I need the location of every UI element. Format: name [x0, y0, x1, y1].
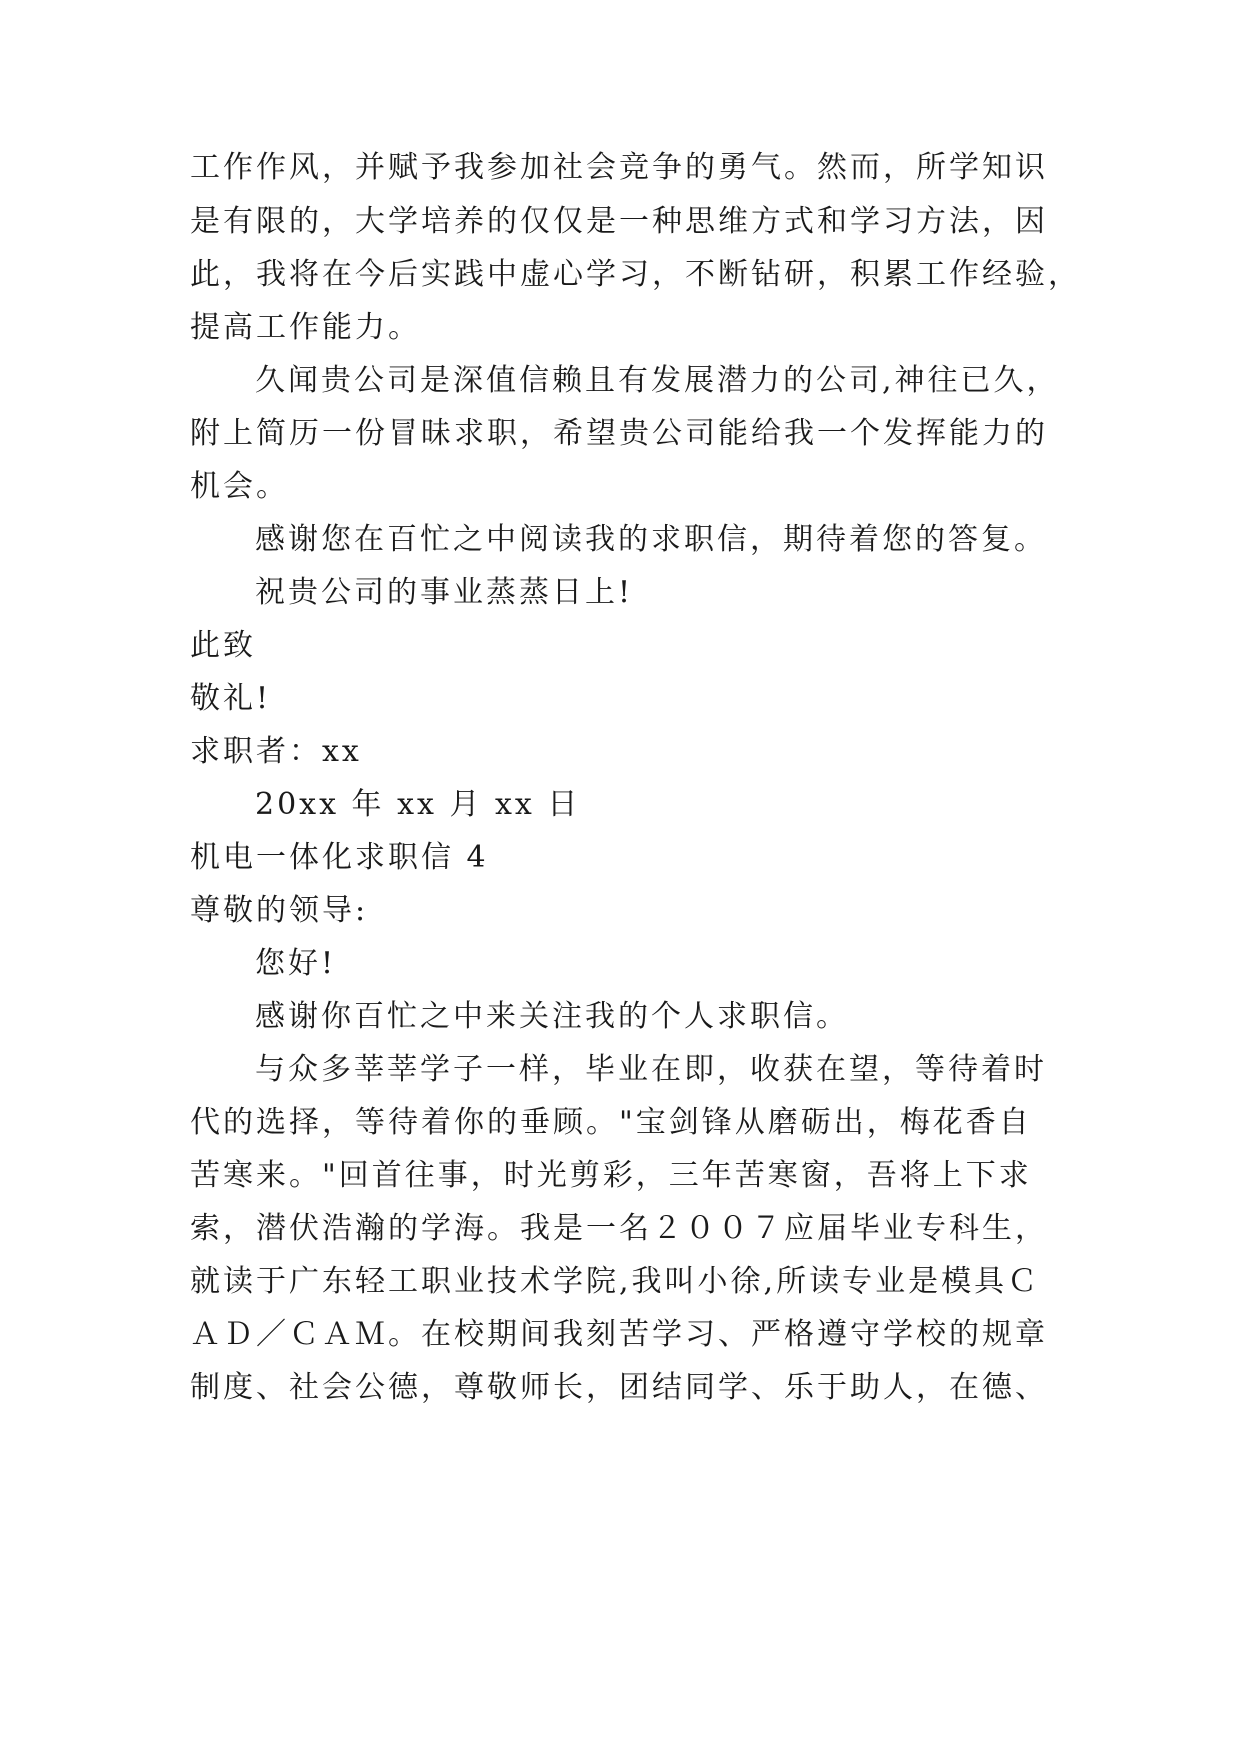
text-line: 感谢你百忙之中来关注我的个人求职信。	[255, 999, 849, 1034]
text-line: 是有限的，大学培养的仅仅是一种思维方式和学习方法，因	[190, 204, 1048, 239]
text-line: 代的选择，等待着你的垂顾。"宝剑锋从磨砺出，梅花香自	[190, 1105, 1032, 1140]
text-line: 与众多莘莘学子一样，毕业在即，收获在望，等待着时	[255, 1052, 1047, 1087]
text-line: 就读于广东轻工职业技术学院,我叫小徐,所读专业是模具Ｃ	[190, 1264, 1041, 1299]
text-line: 此，我将在今后实践中虚心学习，不断钻研，积累工作经验，	[190, 257, 1081, 292]
text-line: 索，潜伏浩瀚的学海。我是一名２００７应届毕业专科生，	[190, 1211, 1048, 1246]
date-line: 20xx 年 xx 月 xx 日	[255, 787, 581, 822]
text-line: 工作作风，并赋予我参加社会竞争的勇气。然而，所学知识	[190, 150, 1048, 185]
text-line: 久闻贵公司是深值信赖且有发展潜力的公司,神往已久，	[255, 363, 1060, 398]
text-line: 机会。	[190, 469, 289, 504]
text-line: 祝贵公司的事业蒸蒸日上!	[255, 575, 634, 610]
text-line: ＡＤ／ＣＡＭ。在校期间我刻苦学习、严格遵守学校的规章	[190, 1317, 1048, 1352]
applicant-line: 求职者：xx	[190, 734, 362, 769]
text-line: 苦寒来。"回首往事，时光剪彩，三年苦寒窗，吾将上下求	[190, 1158, 1032, 1193]
text-line: 附上简历一份冒昧求职，希望贵公司能给我一个发挥能力的	[190, 416, 1048, 451]
section-title: 机电一体化求职信 4	[190, 840, 489, 875]
text-line: 您好!	[255, 946, 337, 981]
text-line: 感谢您在百忙之中阅读我的求职信，期待着您的答复。	[255, 522, 1047, 557]
text-line: 提高工作能力。	[190, 310, 421, 345]
text-line: 制度、社会公德，尊敬师长，团结同学、乐于助人，在德、	[190, 1370, 1048, 1405]
closing-line: 此致	[190, 628, 256, 663]
salutation-line: 敬礼!	[190, 681, 272, 716]
greeting-line: 尊敬的领导:	[190, 893, 369, 928]
